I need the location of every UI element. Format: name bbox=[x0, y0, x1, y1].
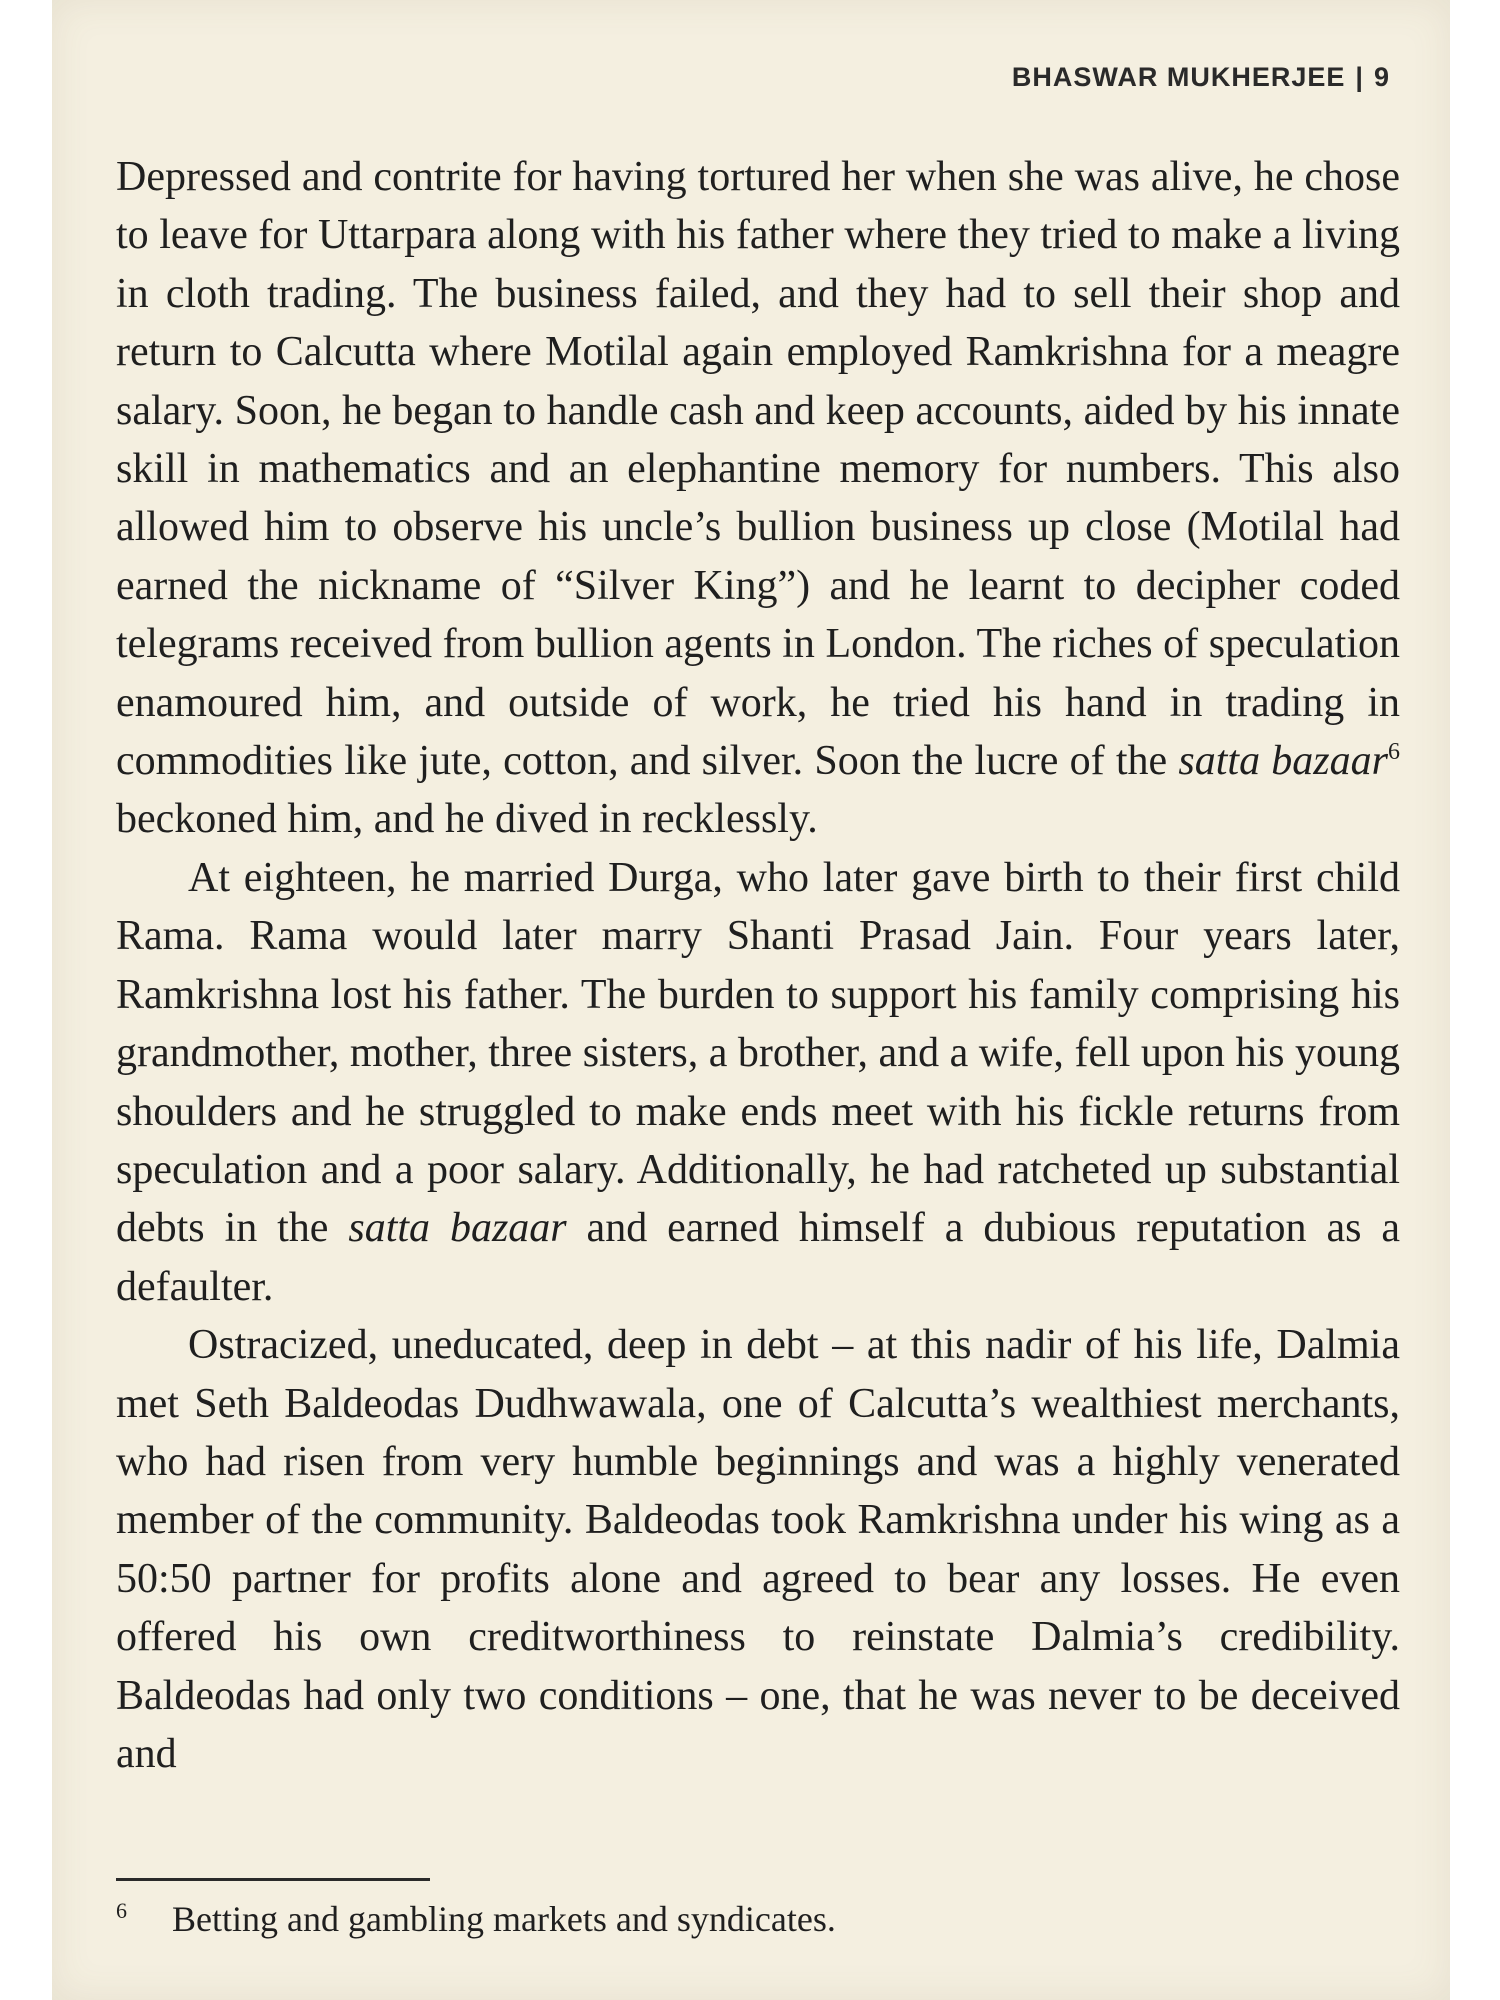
running-head-separator: | bbox=[1355, 62, 1364, 92]
book-page bbox=[52, 0, 1450, 2000]
paragraph-text: beckoned him, and he dived in recklessly. bbox=[116, 796, 818, 843]
footnote-divider bbox=[116, 1878, 430, 1881]
running-head bbox=[1012, 62, 1390, 93]
italic-term: satta bazaar bbox=[348, 1205, 567, 1252]
paragraph-3 bbox=[116, 1316, 1400, 1783]
footnote-text: Betting and gambling markets and syndicates. bbox=[172, 1899, 836, 1939]
paragraph-text: Ostracized, uneducated, deep in debt – at this nadir of his life, Dalmia met Seth Baldeodas Dudhwawala, one of Calcutta’s wealthiest merchants, who had risen from very humble beginnings and was a highly venerated member of the community. Baldeodas took Ramkrishna under his wing as a 50:50 partner for profits alone and agreed to bear any losses. He even offered his own creditworthiness to reinstate Dalmia’s credibility. Baldeodas had only two conditions – one, that he was never to be deceived and bbox=[116, 1322, 1400, 1777]
paragraph-text: Depressed and contrite for having tortured her when she was alive, he chose to leave for Uttarpara along with his father where they tried to make a living in cloth trading. The business failed, and they had to sell their shop and return to Calcutta where Motilal again employed Ramkrishna for a meagre salary. Soon, he began to handle cash and keep accounts, aided by his innate skill in mathematics and an elephantine memory for numbers. This also allowed him to observe his uncle’s bullion business up close (Motilal had earned the nickname of “Silver King”) and he learnt to decipher coded telegrams received from bullion agents in London. The riches of speculation enamoured him, and outside of work, he tried his hand in trading in commodities like jute, cotton, and silver. Soon the lucre of the bbox=[116, 154, 1400, 785]
paragraph-2 bbox=[116, 849, 1400, 1316]
running-head-author: BHASWAR MUKHERJEE bbox=[1011, 62, 1346, 92]
body-text bbox=[116, 148, 1400, 1783]
paragraph-1 bbox=[116, 148, 1400, 849]
paragraph-text: and earned himself a dubious reputation as a defaulter. bbox=[116, 1205, 1400, 1310]
footnote-reference[interactable]: 6 bbox=[1388, 739, 1401, 766]
footnote bbox=[116, 1898, 836, 1940]
paragraph-text: At eighteen, he married Durga, who later gave birth to their first child Rama. Rama would later marry Shanti Prasad Jain. Four years later, Ramkrishna lost his father. The burden to support his family comprising his grandmother, mother, three sisters, a brother, and a wife, fell upon his young shoulders and he struggled to make ends meet with his fickle returns from speculation and a poor salary. Additionally, he had ratcheted up substantial debts in the bbox=[116, 854, 1400, 1252]
page-number: 9 bbox=[1373, 62, 1390, 92]
italic-term: satta bazaar bbox=[1178, 738, 1389, 785]
footnote-marker: 6 bbox=[116, 1898, 127, 1923]
